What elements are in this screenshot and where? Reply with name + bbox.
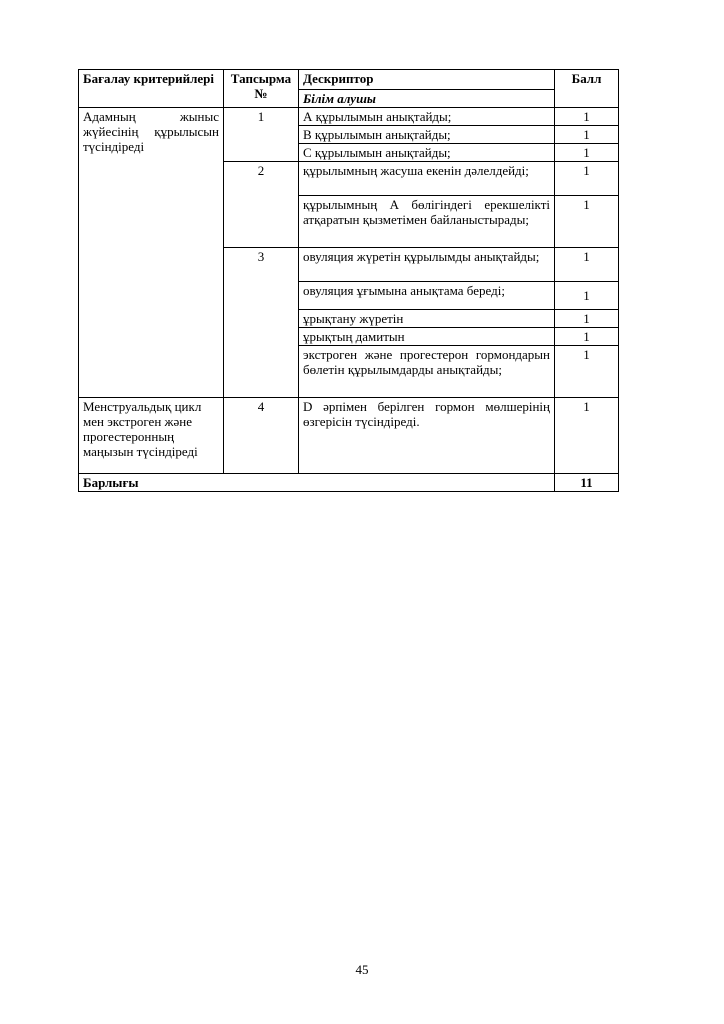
header-criteria: Бағалау критерийлері <box>79 70 224 108</box>
total-label: Барлығы <box>79 474 555 492</box>
score-cell: 1 <box>555 248 619 282</box>
score-cell: 1 <box>555 162 619 196</box>
descriptor-cell: құрылымның А бөлігіндегі ерекшелікті атқаратын қызметімен байланыстырады; <box>299 196 555 248</box>
descriptor-cell: құрылымның жасуша екенін дәлелдейді; <box>299 162 555 196</box>
assessment-rubric-table <box>78 69 619 492</box>
table-row <box>79 108 619 126</box>
task-number: 4 <box>224 398 299 474</box>
score-cell: 1 <box>555 108 619 126</box>
header-task: Тапсырма № <box>224 70 299 108</box>
header-learner: Білім алушы <box>299 90 555 108</box>
descriptor-cell: А құрылымын анықтайды; <box>299 108 555 126</box>
score-cell: 1 <box>555 346 619 398</box>
criterion-text: Менструальдық цикл мен экстроген және прогестеронның маңызын түсіндіреді <box>83 399 202 459</box>
score-cell: 1 <box>555 328 619 346</box>
table-header-row <box>79 70 619 90</box>
descriptor-cell: D әрпімен берілген гормон мөлшерінің өзгерісін түсіндіреді. <box>299 398 555 474</box>
criterion-cell <box>79 398 224 474</box>
score-cell: 1 <box>555 126 619 144</box>
descriptor-cell: овуляция жүретін құрылымды анықтайды; <box>299 248 555 282</box>
total-row <box>79 474 619 492</box>
task-number: 1 <box>224 108 299 162</box>
descriptor-cell: экстроген және прогестерон гормондарын бөлетін құрылымдарды анықтайды; <box>299 346 555 398</box>
score-cell: 1 <box>555 144 619 162</box>
descriptor-cell: овуляция ұғымына анықтама береді; <box>299 282 555 310</box>
task-number: 2 <box>224 162 299 248</box>
descriptor-cell: ұрықтың дамитын <box>299 328 555 346</box>
header-descriptor: Дескриптор <box>299 70 555 90</box>
task-number: 3 <box>224 248 299 398</box>
score-cell: 1 <box>555 282 619 310</box>
total-score: 11 <box>555 474 619 492</box>
score-cell: 1 <box>555 196 619 248</box>
score-cell: 1 <box>555 310 619 328</box>
page-number: 45 <box>355 962 369 977</box>
descriptor-cell: В құрылымын анықтайды; <box>299 126 555 144</box>
criterion-text: Адамның жыныс жүйесінің құрылысын түсіндіреді <box>83 109 219 154</box>
score-cell: 1 <box>555 398 619 474</box>
table-row <box>79 398 619 474</box>
header-score: Балл <box>555 70 619 108</box>
criterion-cell <box>79 108 224 398</box>
descriptor-cell: ұрықтану жүретін <box>299 310 555 328</box>
descriptor-cell: С құрылымын анықтайды; <box>299 144 555 162</box>
